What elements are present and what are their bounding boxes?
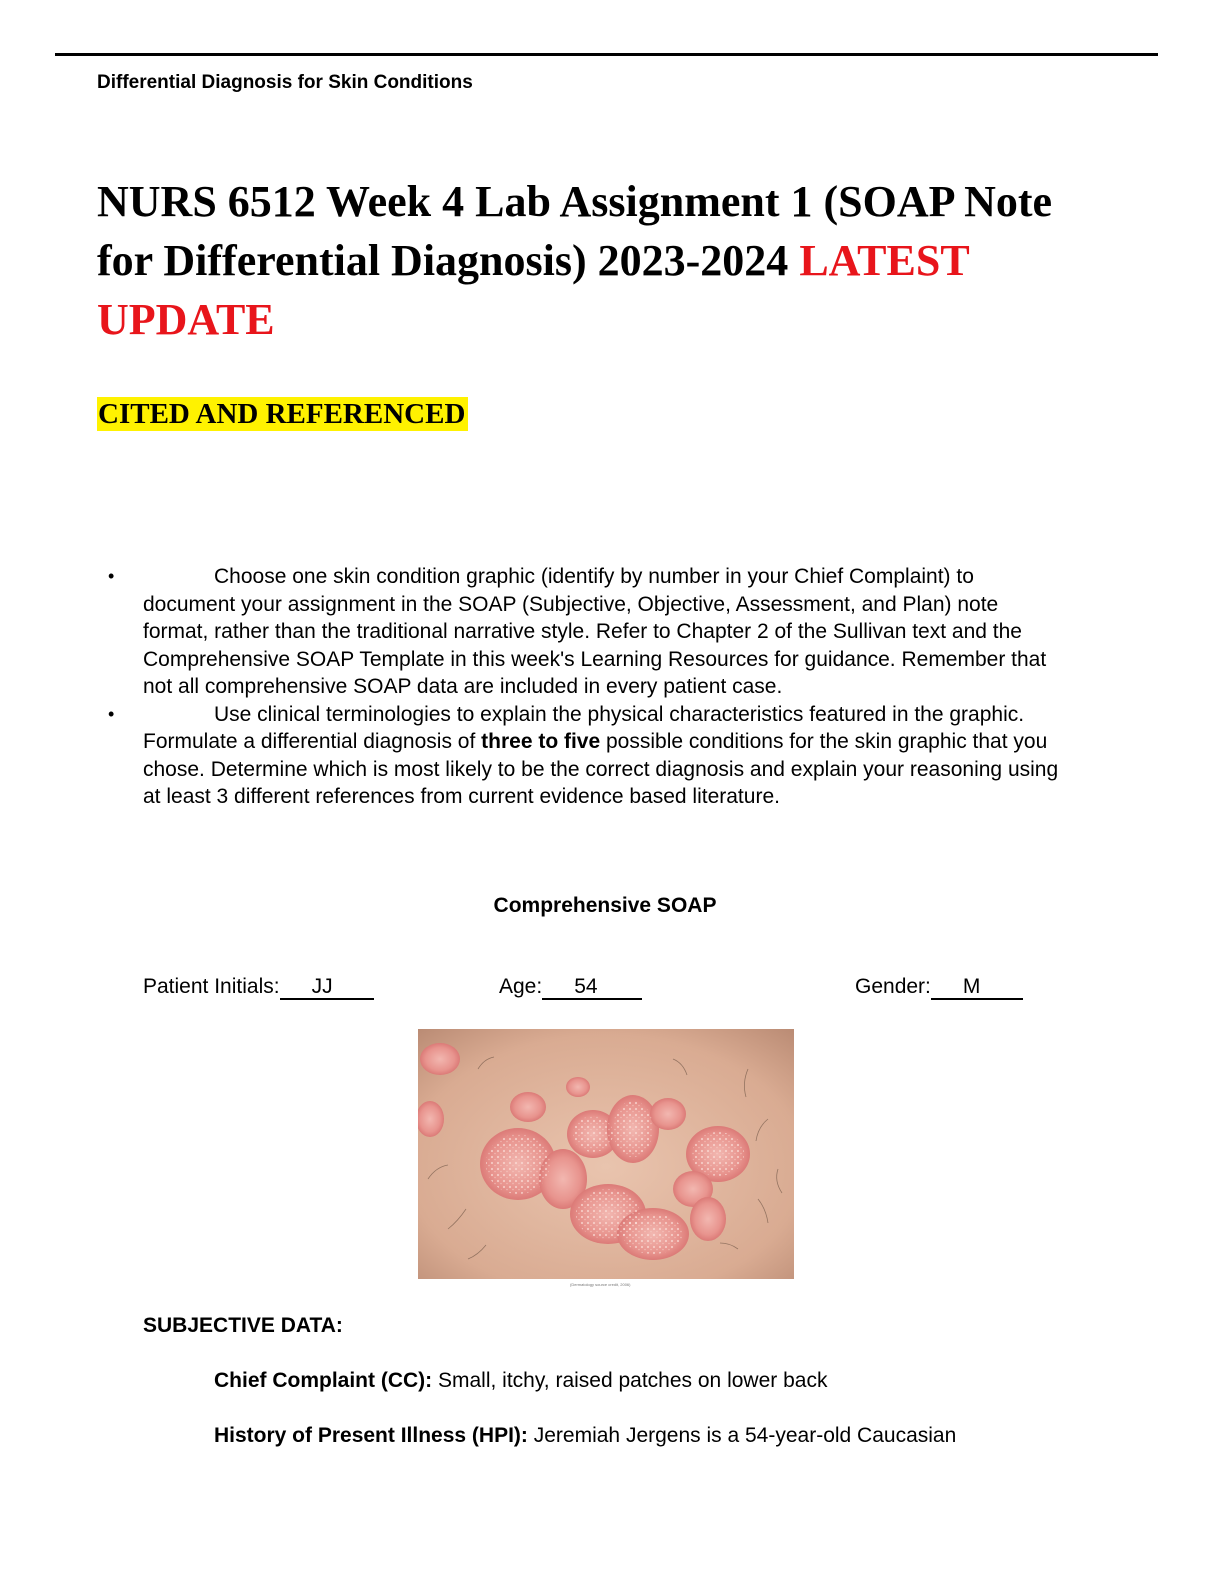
instruction-item (104, 563, 1064, 701)
age-value: 54 (542, 976, 641, 1000)
patient-info-row (143, 975, 1083, 1005)
bullet-icon: • (108, 566, 115, 586)
title-latest-update: LATEST UPDATE (97, 236, 969, 344)
title-main: NURS 6512 Week 4 Lab Assignment 1 (SOAP Note for Differential Diagnosis) 2023-2024 (97, 177, 1053, 285)
instruction-text-end: possible conditions for the skin graphic that you chose. Determine which is most likely to be the correct diagnosis and explain your reasoning using at least 3 different references from current evidence based literature. (143, 730, 1059, 808)
patient-initials (143, 975, 374, 1000)
history-present-illness (214, 1424, 956, 1448)
header-rule (55, 53, 1158, 56)
cc-label: Chief Complaint (CC): (214, 1369, 433, 1392)
photo-caption: (Dermatology source credit, 2006) (570, 1282, 631, 1287)
instruction-text: Use clinical terminologies to explain the physical characteristics featured in the graphic. Formulate a differential diagnosis of (143, 702, 1025, 753)
bullet-icon: • (108, 703, 115, 724)
gender-label: Gender: (855, 975, 931, 998)
hpi-text: Jeremiah Jergens is a 54-year-old Caucasian (527, 1424, 957, 1447)
instruction-text: Choose one skin condition graphic (identify by number in your Chief Complaint) to document your assignment in the SOAP (Subjective, Objective, Assessment, and Plan) note format, rather than the traditional narrative style. Refer to Chapter 2 of the Sullivan text and the Comprehensive SOAP Template in this week's Learning Resources for guidance. Remember that not all comprehensive SOAP data are included in every patient case. (143, 565, 1047, 698)
instruction-item (104, 701, 1064, 811)
patient-gender (855, 975, 1023, 1000)
soap-heading: Comprehensive SOAP (493, 894, 717, 917)
skin-condition-photo (418, 1029, 794, 1279)
initials-value: JJ (280, 976, 374, 1000)
instruction-emphasis: three to five (481, 730, 601, 753)
subjective-heading: SUBJECTIVE DATA: (143, 1314, 343, 1337)
instructions-list (104, 563, 1064, 811)
initials-label: Patient Initials: (143, 975, 280, 998)
gender-value: M (931, 976, 1024, 1000)
running-header: Differential Diagnosis for Skin Conditions (97, 72, 473, 93)
hpi-label: History of Present Illness (HPI): (214, 1424, 528, 1447)
patient-age (499, 975, 642, 1000)
chief-complaint (214, 1369, 827, 1393)
cited-referenced-highlight: CITED AND REFERENCED (97, 397, 468, 431)
cc-text: Small, itchy, raised patches on lower back (432, 1369, 828, 1392)
age-label: Age: (499, 975, 543, 998)
document-title (97, 172, 1107, 349)
